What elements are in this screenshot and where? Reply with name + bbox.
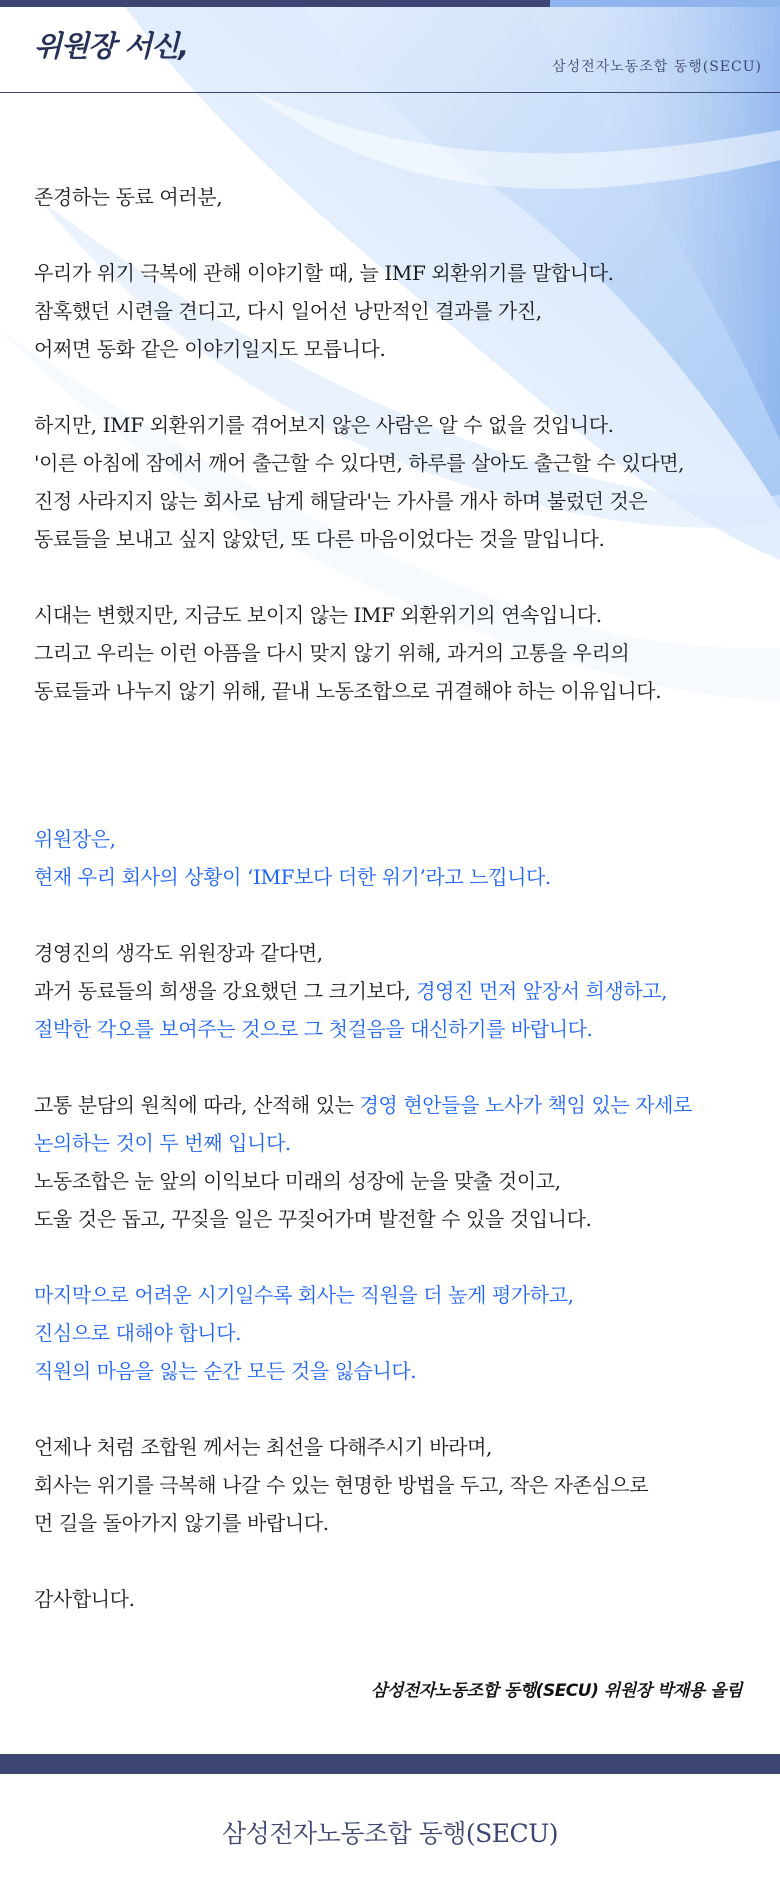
body-text: 도울 것은 돕고, 꾸짖을 일은 꾸짖어가며 발전할 수 있을 것입니다. (34, 1207, 592, 1231)
body-text: 경영진의 생각도 위원장과 같다면, (34, 941, 323, 965)
letter-line (34, 972, 754, 1010)
letter-paragraph (34, 406, 754, 558)
letter-line (34, 406, 754, 444)
body-text: 시대는 변했지만, 지금도 보이지 않는 IMF 외환위기의 연속입니다. (34, 603, 602, 627)
body-text: 우리가 위기 극복에 관해 이야기할 때, 늘 IMF 외환위기를 말합니다. (34, 261, 614, 285)
body-text: 그리고 우리는 이런 아픔을 다시 맞지 않기 위해, 과거의 고통을 우리의 (34, 641, 630, 665)
letter-line (34, 634, 754, 672)
body-text: 노동조합은 눈 앞의 이익보다 미래의 성장에 눈을 맞출 것이고, (34, 1169, 561, 1193)
body-text: 과거 동료들의 희생을 강요했던 그 크기보다, (34, 979, 417, 1003)
header-divider (0, 92, 780, 93)
emphasis-text: 절박한 각오를 보여주는 것으로 그 첫걸음을 대신하기를 바랍니다. (34, 1017, 593, 1041)
letter-line (34, 292, 754, 330)
body-text: 고통 분담의 원칙에 따라, 산적해 있는 (34, 1093, 360, 1117)
emphasis-text: 논의하는 것이 두 번째 입니다. (34, 1131, 291, 1155)
letter-paragraph (34, 934, 754, 1048)
emphasis-text: 경영 현안들을 노사가 책임 있는 자세로 (359, 1093, 693, 1117)
letter-line (34, 330, 754, 368)
letter-line (34, 1504, 754, 1542)
letter-line (34, 444, 754, 482)
signature: 삼성전자노동조합 동행(SECU) 위원장 박재용 올림 (371, 1681, 742, 1701)
letter-paragraph (34, 596, 754, 710)
emphasis-text: 마지막으로 어려운 시기일수록 회사는 직원을 더 높게 평가하고, (34, 1283, 574, 1307)
letter-line (34, 520, 754, 558)
letter-line (34, 1580, 754, 1618)
emphasis-text: 위원장은, (34, 827, 116, 851)
body-text: 동료들과 나누지 않기 위해, 끝내 노동조합으로 귀결해야 하는 이유입니다. (34, 679, 662, 703)
letter-line (34, 858, 754, 896)
letter-line (34, 934, 754, 972)
body-text: 하지만, IMF 외환위기를 겪어보지 않은 사람은 알 수 없을 것입니다. (34, 413, 614, 437)
emphasis-text: 경영진 먼저 앞장서 희생하고, (416, 979, 668, 1003)
letter-paragraph (34, 1580, 754, 1618)
letter-paragraph (34, 254, 754, 368)
body-text: 진정 사라지지 않는 회사로 남게 해달라'는 가사를 개사 하며 불렀던 것은 (34, 489, 648, 513)
letter-paragraph (34, 178, 754, 216)
letter-line (34, 596, 754, 634)
letter-line (34, 1124, 754, 1162)
emphasis-text: 직원의 마음을 잃는 순간 모든 것을 잃습니다. (34, 1359, 417, 1383)
top-accent-bar-light (550, 0, 780, 7)
letter-paragraph (34, 1276, 754, 1390)
body-text: 회사는 위기를 극복해 나갈 수 있는 현명한 방법을 두고, 작은 자존심으로 (34, 1473, 649, 1497)
header-org-name: 삼성전자노동조합 동행(SECU) (552, 59, 762, 75)
letter-body (34, 178, 754, 1656)
top-accent-bar (0, 0, 550, 7)
letter-line (34, 1086, 754, 1124)
body-text: 감사합니다. (34, 1587, 135, 1611)
letter-paragraph (34, 1086, 754, 1238)
body-text: 어쩌면 동화 같은 이야기일지도 모릅니다. (34, 337, 386, 361)
footer-org-name: 삼성전자노동조합 동행(SECU) (221, 1819, 559, 1848)
letter-line (34, 1200, 754, 1238)
letter-line (34, 254, 754, 292)
letter-paragraph (34, 1428, 754, 1542)
body-text: 참혹했던 시련을 견디고, 다시 일어선 낭만적인 결과를 가진, (34, 299, 542, 323)
body-text: 존경하는 동료 여러분, (34, 185, 223, 209)
letter-line (34, 1010, 754, 1048)
highlight-paragraph (34, 820, 754, 896)
letter-line (34, 1314, 754, 1352)
page-title: 위원장 서신, (34, 29, 189, 63)
letter-line (34, 1162, 754, 1200)
body-text: 언제나 처럼 조합원 께서는 최선을 다해주시기 바라며, (34, 1435, 492, 1459)
body-text: '이른 아침에 잠에서 깨어 출근할 수 있다면, 하루를 살아도 출근할 수 있다면, (34, 451, 685, 475)
emphasis-text: 진심으로 대해야 합니다. (34, 1321, 242, 1345)
letter-line (34, 1466, 754, 1504)
footer-bar (0, 1754, 780, 1774)
letter-line (34, 178, 754, 216)
letter-line (34, 1276, 754, 1314)
letter-line (34, 1352, 754, 1390)
emphasis-text: 현재 우리 회사의 상황이 ‘IMF보다 더한 위기’라고 느낍니다. (34, 865, 551, 889)
body-text: 동료들을 보내고 싶지 않았던, 또 다른 마음이었다는 것을 말입니다. (34, 527, 605, 551)
letter-line (34, 820, 754, 858)
body-text: 먼 길을 돌아가지 않기를 바랍니다. (34, 1511, 329, 1535)
letter-line (34, 482, 754, 520)
letter-line (34, 1428, 754, 1466)
letter-line (34, 672, 754, 710)
